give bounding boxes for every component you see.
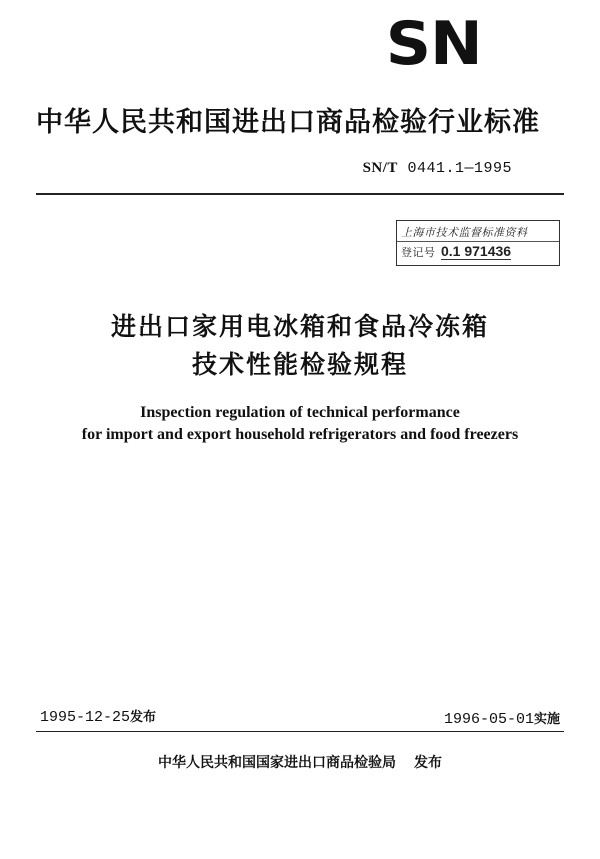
title-cn-line-2: 技术性能检验规程 — [191, 350, 408, 379]
stamp-registration — [401, 243, 511, 260]
footer-divider — [36, 731, 564, 732]
implementation-date-label: 实施 — [533, 712, 560, 727]
standard-code: 0441.1—1995 — [407, 160, 512, 177]
document-title-english — [0, 402, 600, 446]
title-cn-line-1: 进出口家用电冰箱和食品冷冻箱 — [110, 312, 489, 341]
document-title-chinese — [0, 308, 600, 384]
standard-prefix: SN/T — [362, 160, 398, 176]
registration-stamp — [396, 220, 560, 266]
issuing-authority — [0, 752, 600, 772]
sn-logo: SN — [385, 9, 482, 79]
header-divider — [36, 193, 564, 195]
issuer-name: 中华人民共和国国家进出口商品检验局 — [158, 755, 396, 771]
standard-category: 中华人民共和国进出口商品检验行业标准 — [36, 107, 540, 138]
standard-number — [363, 160, 512, 177]
issuer-action: 发布 — [414, 755, 442, 771]
title-en-line-1: Inspection regulation of technical performance — [140, 404, 460, 421]
stamp-organization: 上海市技术监督标准资料 — [401, 226, 528, 239]
stamp-reg-label: 登记号 — [401, 246, 436, 259]
implementation-date-value: 1996-05-01 — [443, 711, 534, 728]
stamp-divider — [397, 241, 559, 242]
issue-date-label: 发布 — [130, 710, 157, 725]
stamp-reg-value: 0.1 971436 — [441, 243, 512, 259]
implementation-date — [444, 708, 560, 728]
title-en-line-2: for import and export household refrigerators and food freezers — [81, 426, 519, 443]
issue-date — [40, 706, 156, 726]
issue-date-value: 1995-12-25 — [40, 709, 131, 726]
